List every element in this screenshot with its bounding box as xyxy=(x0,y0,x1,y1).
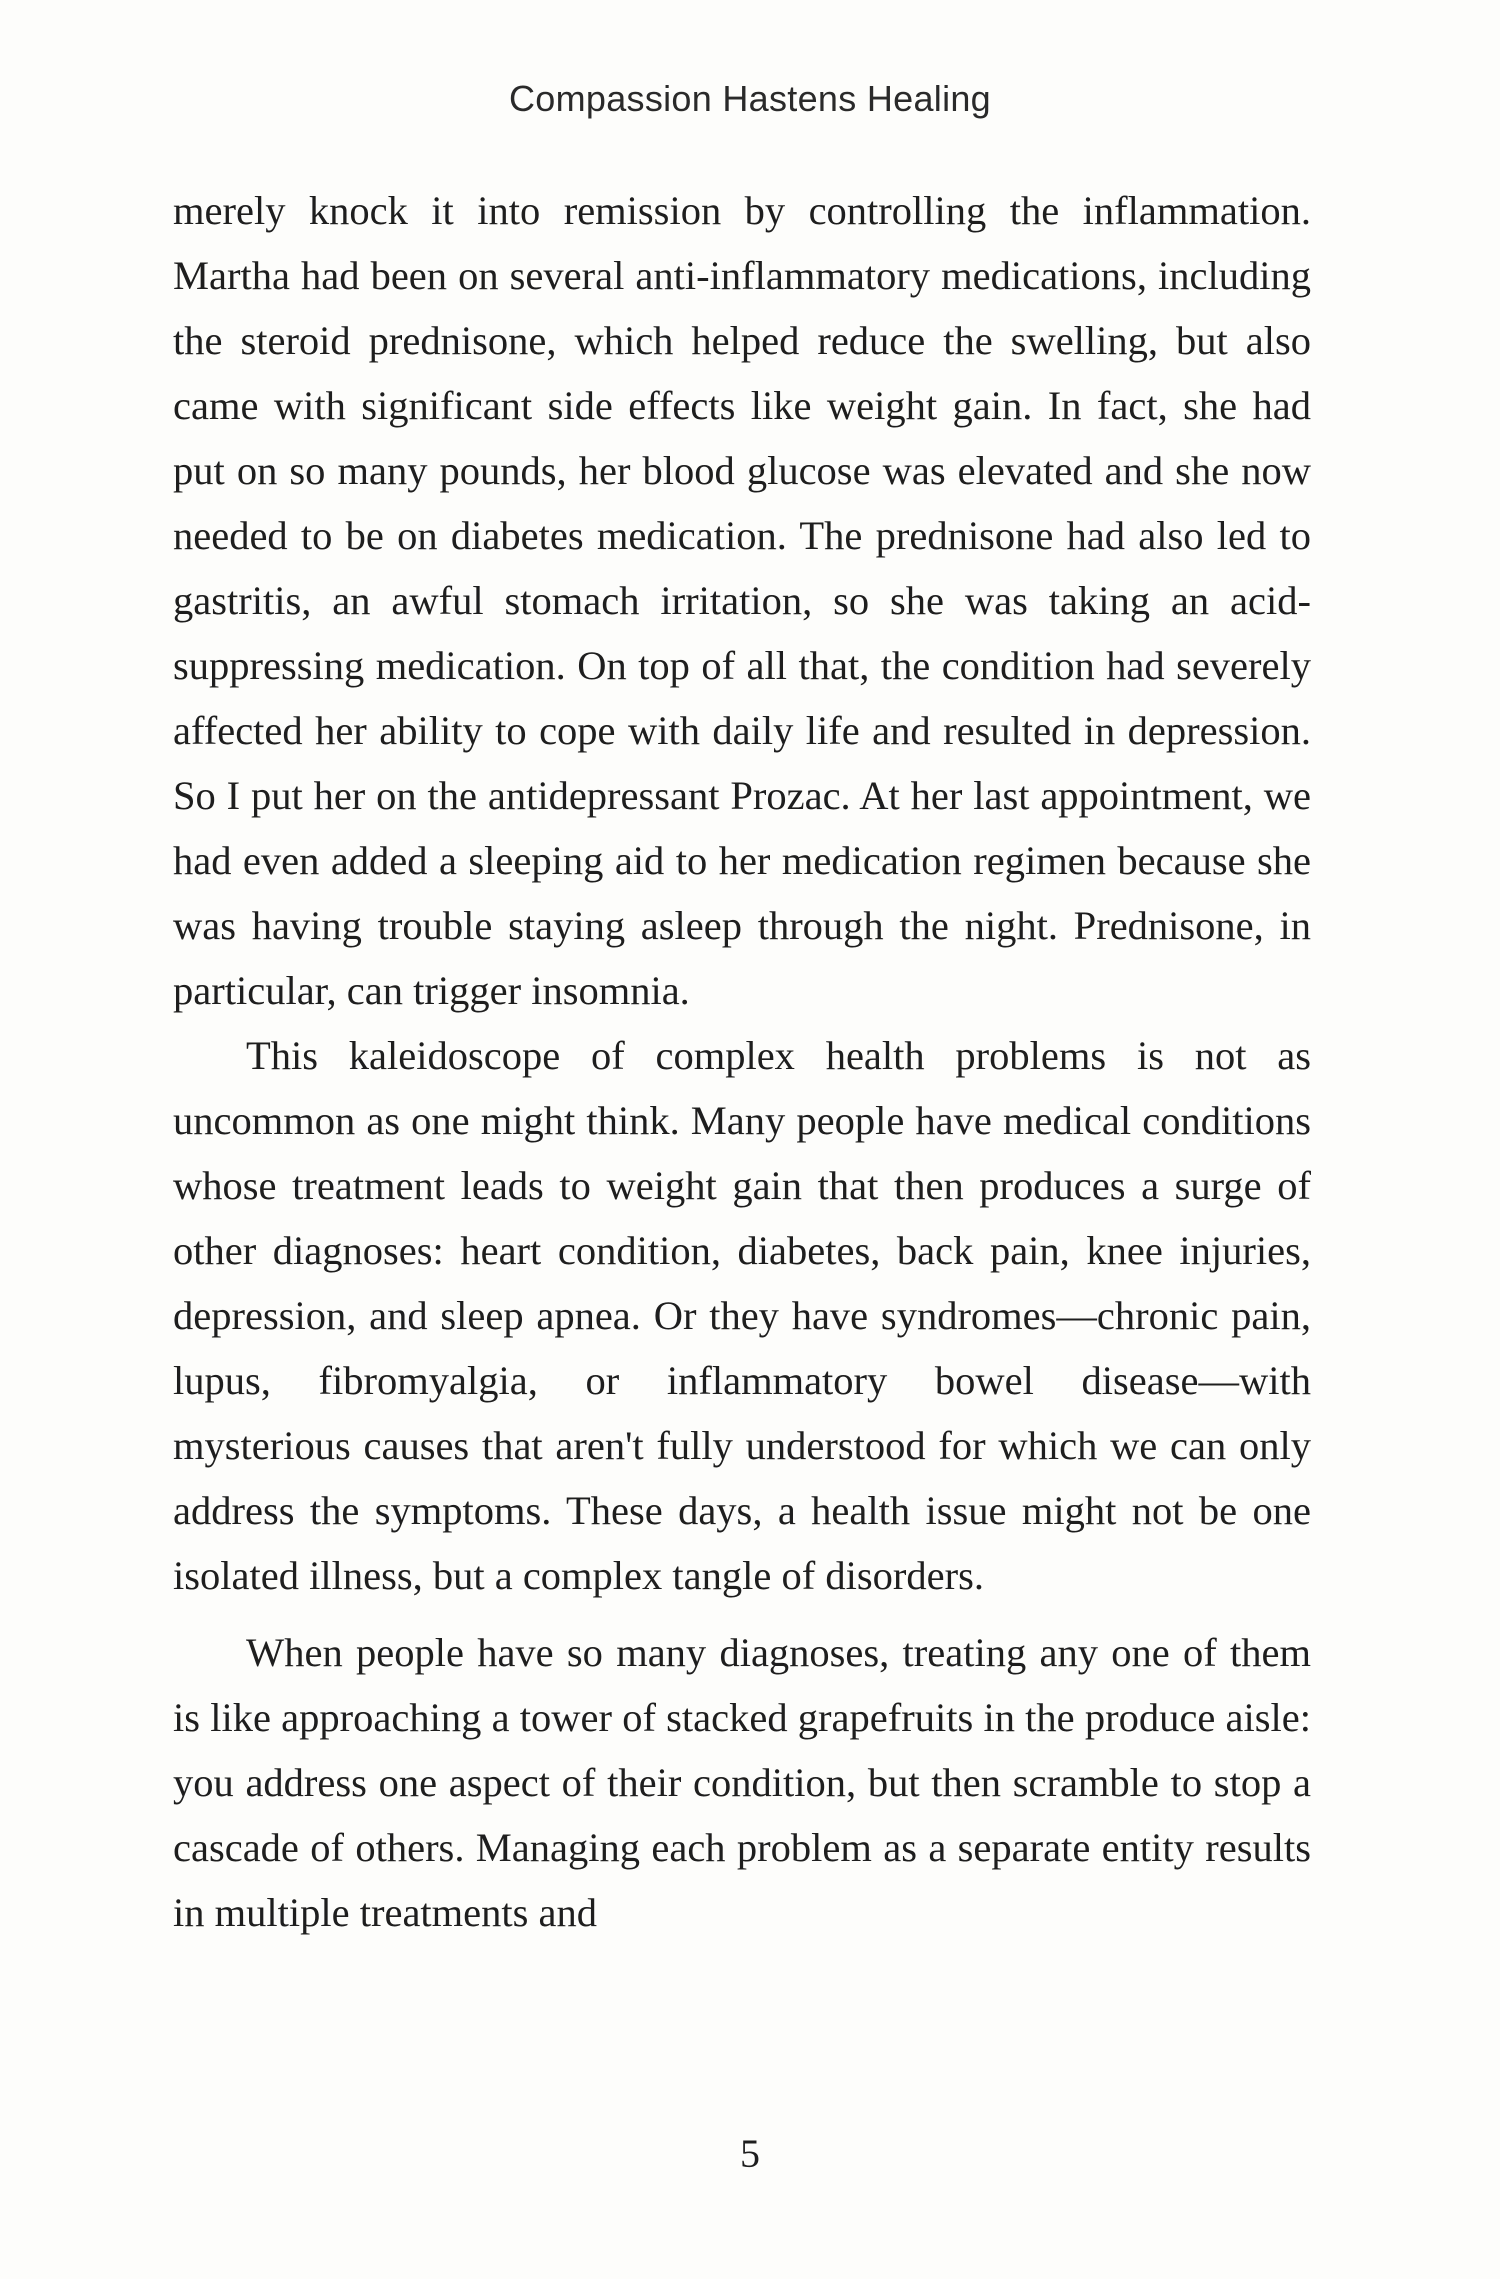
paragraph-diagnoses: When people have so many diagnoses, treating any one of them is like approaching a tower of stacked grapefruits in the produce aisle: you address one aspect of their condition, but then scramble to stop a cascade of others. Managing each problem as a separate entity results in multiple treatments and xyxy=(173,1630,1311,1935)
running-head: Compassion Hastens Healing xyxy=(508,78,992,119)
paragraph-continued: merely knock it into remission by controlling the inflammation. Martha had been on several anti-inflammatory medications, including the steroid prednisone, which helped reduce the swelling, but also came with significant side effects like weight gain. In fact, she had put on so many pounds, her blood glucose was elevated and she now needed to be on diabetes medication. The prednisone had also led to gastritis, an awful stomach irritation, so she was taking an acid-suppressing medication. On top of all that, the condition had severely affected her ability to cope with daily life and resulted in depression. So I put her on the antidepressant Prozac. At her last appointment, we had even added a sleeping aid to her medication regimen because she was having trouble staying asleep through the night. Prednisone, in particular, can trigger insomnia. xyxy=(173,188,1311,1013)
paragraph-kaleidoscope: This kaleidoscope of complex health problems is not as uncommon as one might think. Many people have medical conditions whose treatment leads to weight gain that then produces a surge of other diagnoses: heart condition, diabetes, back pain, knee injuries, depression, and sleep apnea. Or they have syndromes—chronic pain, lupus, fibromyalgia, or inflammatory bowel disease—with mysterious causes that aren't fully understood for which we can only address the symptoms. These days, a health issue might not be one isolated illness, but a complex tangle of disorders. xyxy=(173,1033,1311,1598)
body-text xyxy=(173,178,1311,1945)
page-number: 5 xyxy=(740,2131,760,2176)
